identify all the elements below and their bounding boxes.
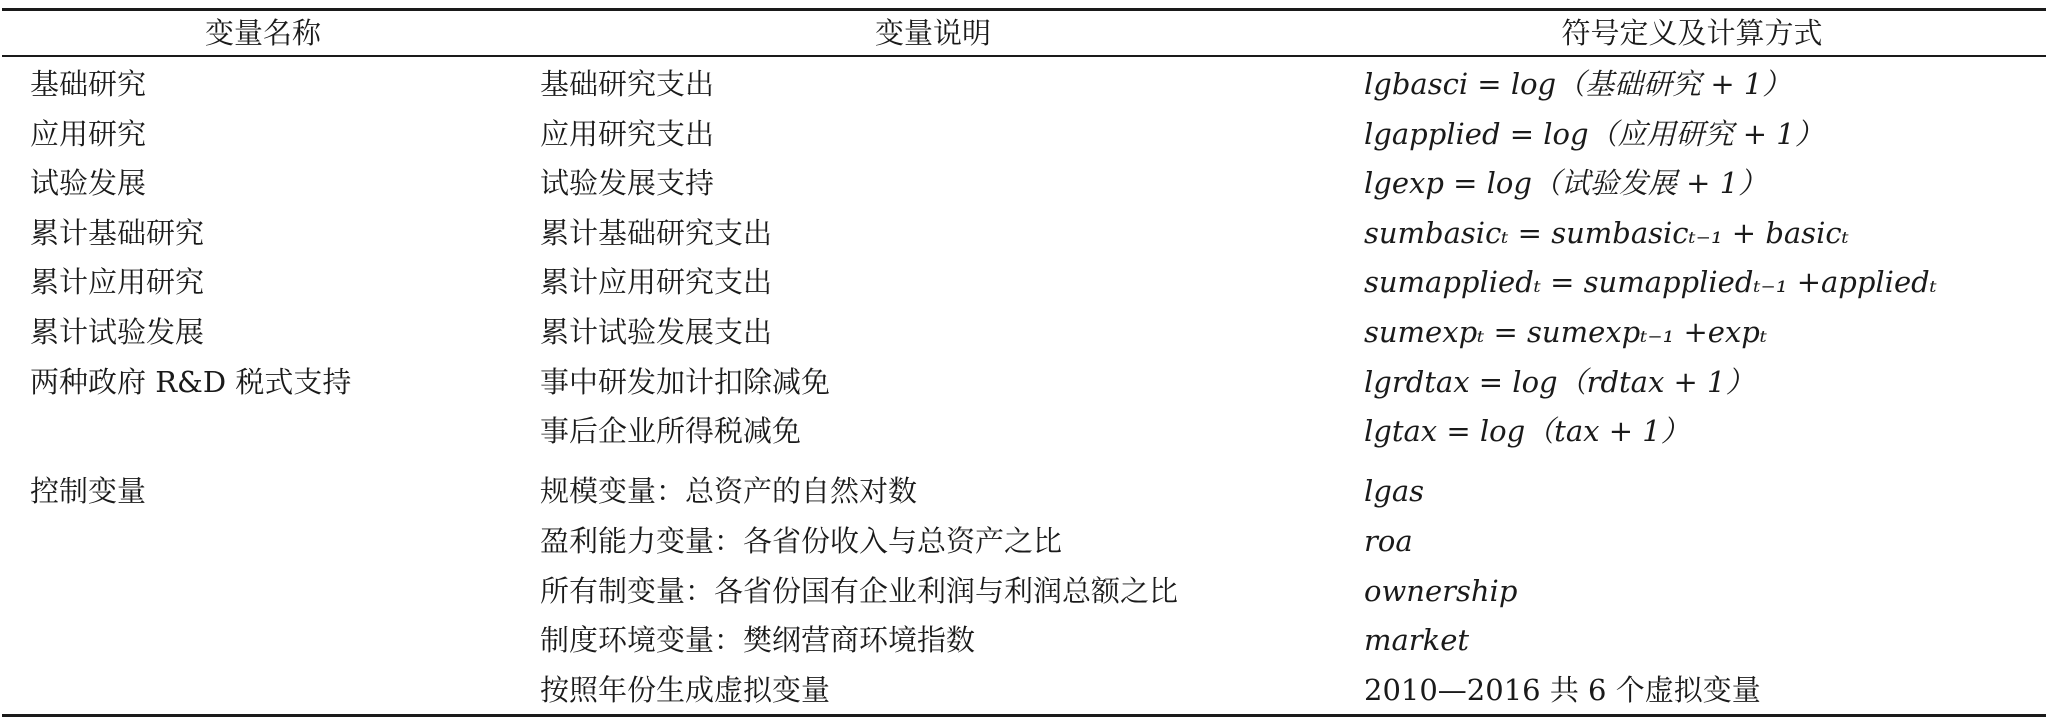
variable-description: 累计试验发展支出 — [540, 315, 773, 349]
variable-formula: 2010—2016 共 6 个虚拟变量 — [1364, 673, 1761, 707]
variable-formula: lgapplied = log（应用研究 + 1） — [1364, 117, 1824, 151]
table-row — [0, 159, 2048, 207]
variable-name: 累计试验发展 — [30, 315, 205, 349]
variable-description: 累计基础研究支出 — [540, 216, 773, 250]
table-row — [0, 616, 2048, 664]
variable-description: 事后企业所得税减免 — [540, 414, 802, 448]
variable-formula: sumappliedₜ = sumappliedₜ₋₁ +appliedₜ — [1364, 265, 1937, 299]
table-row — [0, 358, 2048, 406]
table-row — [0, 60, 2048, 108]
variable-description: 所有制变量：各省份国有企业利润与利润总额之比 — [540, 574, 1179, 608]
table-row — [0, 567, 2048, 615]
variable-description: 基础研究支出 — [540, 67, 715, 101]
variable-name: 控制变量 — [30, 474, 147, 508]
variable-name: 基础研究 — [30, 67, 147, 101]
variable-formula: lgtax = log（tax + 1） — [1364, 414, 1690, 448]
header-variable-description: 变量说明 — [874, 16, 991, 50]
header-variable-name: 变量名称 — [204, 16, 321, 50]
table-row — [0, 209, 2048, 257]
variable-formula: sumbasicₜ = sumbasicₜ₋₁ + basicₜ — [1364, 216, 1849, 250]
variable-formula: lgas — [1364, 474, 1425, 508]
table-row — [0, 308, 2048, 356]
variable-description: 试验发展支持 — [540, 166, 715, 200]
top-rule — [2, 8, 2046, 11]
table-row — [0, 517, 2048, 565]
variable-formula: lgbasci = log（基础研究 + 1） — [1364, 67, 1792, 101]
variable-name: 累计基础研究 — [30, 216, 205, 250]
table-row — [0, 258, 2048, 306]
variable-formula: market — [1364, 623, 1470, 657]
variable-description: 制度环境变量：樊纲营商环境指数 — [540, 623, 976, 657]
table-row — [0, 407, 2048, 455]
table-row — [0, 666, 2048, 714]
variable-formula: sumexpₜ = sumexpₜ₋₁ +expₜ — [1364, 315, 1767, 349]
variable-name: 试验发展 — [30, 166, 147, 200]
variable-description: 累计应用研究支出 — [540, 265, 773, 299]
variable-name: 累计应用研究 — [30, 265, 205, 299]
variable-description: 事中研发加计扣除减免 — [540, 365, 831, 399]
variable-description: 应用研究支出 — [540, 117, 715, 151]
variable-name: 两种政府 R&D 税式支持 — [30, 365, 352, 399]
variable-formula: lgexp = log（试验发展 + 1） — [1364, 166, 1768, 200]
table-row — [0, 110, 2048, 158]
header-symbol-definition: 符号定义及计算方式 — [1561, 16, 1823, 50]
variable-description: 规模变量：总资产的自然对数 — [540, 474, 918, 508]
table-row — [0, 467, 2048, 515]
bottom-rule — [2, 714, 2046, 717]
variable-name: 应用研究 — [30, 117, 147, 151]
variable-formula: lgrdtax = log（rdtax + 1） — [1364, 365, 1755, 399]
header-rule — [2, 55, 2046, 57]
variable-description: 盈利能力变量：各省份收入与总资产之比 — [540, 524, 1063, 558]
variable-formula: ownership — [1364, 574, 1518, 608]
variable-description: 按照年份生成虚拟变量 — [540, 673, 831, 707]
variable-formula: roa — [1364, 524, 1413, 558]
